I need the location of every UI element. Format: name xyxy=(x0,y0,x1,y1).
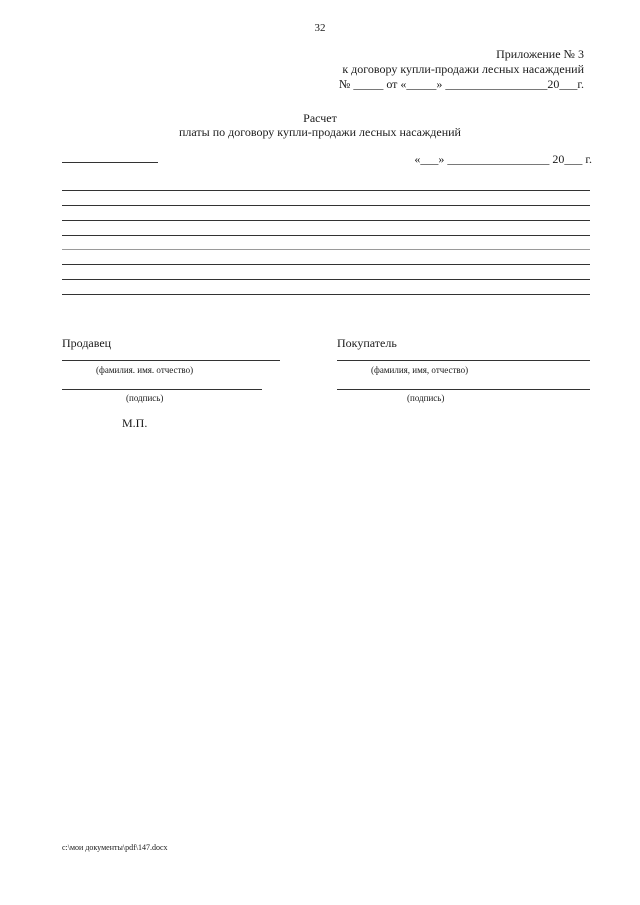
seller-name-caption: (фамилия. имя. отчество) xyxy=(96,365,194,375)
calculation-line-7 xyxy=(62,279,590,280)
seller-signature-line xyxy=(62,389,262,390)
buyer-signature-line xyxy=(337,389,590,390)
stamp-placeholder: М.П. xyxy=(122,416,148,430)
calculation-line-8 xyxy=(62,294,590,295)
place-blank-line xyxy=(62,162,158,163)
seller-label: Продавец xyxy=(62,336,112,350)
buyer-name-caption: (фамилия, имя, отчество) xyxy=(371,365,469,375)
calculation-line-3 xyxy=(62,220,590,221)
page-number: 32 xyxy=(314,22,326,34)
calculation-line-1 xyxy=(62,190,590,191)
calculation-line-5 xyxy=(62,249,590,250)
calculation-line-6 xyxy=(62,264,590,265)
buyer-label: Покупатель xyxy=(337,336,397,350)
seller-name-line xyxy=(62,360,280,361)
calculation-subtitle: платы по договору купли-продажи лесных насаждений xyxy=(179,125,461,139)
appendix-title: Приложение № 3 xyxy=(496,47,584,61)
appendix-subtitle: к договору купли-продажи лесных насаждений xyxy=(342,62,584,76)
appendix-number-line: № _____ от «_____» _________________20___г. xyxy=(338,77,584,91)
date-line: «___» _________________ 20___ г. xyxy=(414,152,592,166)
footer-file-path: c:\мои документы\pdf\147.docx xyxy=(62,843,168,852)
calculation-line-2 xyxy=(62,205,590,206)
buyer-signature-caption: (подпись) xyxy=(407,393,445,403)
seller-signature-caption: (подпись) xyxy=(126,393,164,403)
buyer-name-line xyxy=(337,360,590,361)
calculation-title: Расчет xyxy=(303,111,337,125)
calculation-line-4 xyxy=(62,235,590,236)
